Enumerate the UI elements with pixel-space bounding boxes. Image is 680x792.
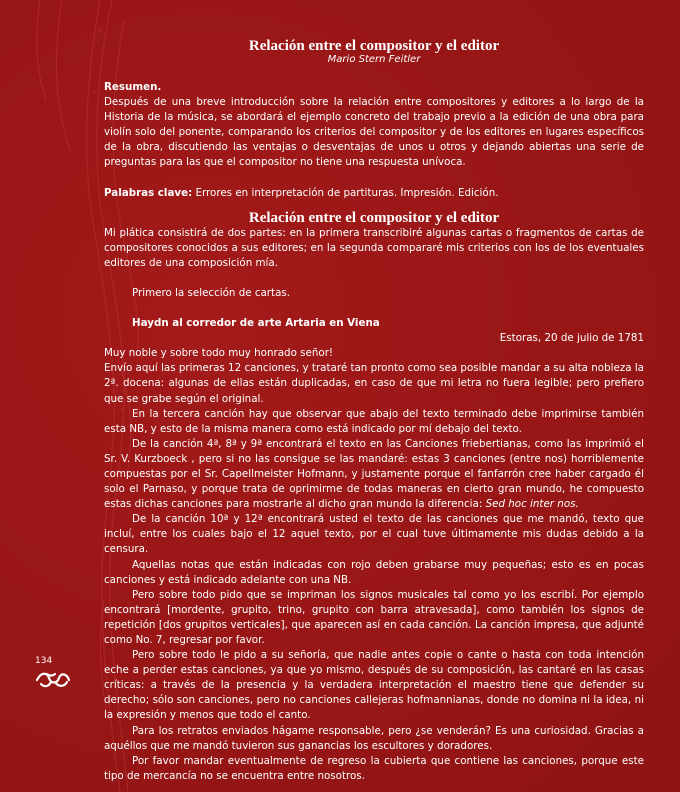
letter-paragraph: Envío aquí las primeras 12 canciones, y trataré tan pronto como sea posible mandar a su alta nobleza la 2ª. docena: algunas de ellas están duplicadas, en caso de que mi letra no fuera legible; pero prefiero que se grabe según el original. xyxy=(104,362,644,405)
article xyxy=(104,38,644,784)
author-name: Mario Stern Feitler xyxy=(327,54,421,65)
page-title: Relación entre el compositor y el editor xyxy=(248,38,500,54)
letter-paragraph xyxy=(104,437,644,512)
abstract-label: Resumen. xyxy=(104,81,162,93)
letter-paragraph-text: De la canción 4ª, 8ª y 9ª encontrará el texto en las Canciones friebertianas, como las imprimió el Sr. V. Kurzboeck , pero si no las consigue se las mandaré: estas 3 canciones (entre nos) horriblemente compuestas por el Sr. Capellmeister Hofmann, y justamente porque el fanfarrón cree haber cargado él solo el Parnaso, y porque trata de oprimirme de todas maneras en cierto gran mundo, he compuesto estas dichas canciones para mostrarle al dicho gran mundo la diferencia: xyxy=(104,437,644,511)
letter-paragraph: Por favor mandar eventualmente de regreso la cubierta que contiene las canciones, porque este tipo de mercancía no se encuentra entre nosotros. xyxy=(104,754,644,782)
page-number: 134 xyxy=(35,656,53,666)
letter-paragraph: En la tercera canción hay que observar que abajo del texto terminado debe imprimirse también esta NB, y esto de la misma manera como está indicado por mí debajo del texto. xyxy=(104,407,644,435)
letter-paragraph: Para los retratos enviados hágame responsable, pero ¿se venderán? Es una curiosidad. Gracias a aquéllos que me mandó tuvieron sus ganancias los escultores y doradores. xyxy=(104,724,644,752)
keywords-label: Palabras clave: xyxy=(104,186,193,199)
selection-line: Primero la selección de cartas. xyxy=(132,286,291,299)
ornament-icon xyxy=(35,670,71,690)
section-title: Relación entre el compositor y el editor xyxy=(248,209,500,226)
keywords-text: Errores en interpretación de partituras. Impresión. Edición. xyxy=(192,186,499,199)
intro-paragraph: Mi plática consistirá de dos partes: en la primera transcribiré algunas cartas o fragmentos de cartas de compositores conocidos a sus editores; en la segunda compararé mis criterios con los de los eventuales editores de una composición mía. xyxy=(104,226,644,269)
letter-paragraph: Pero sobre todo pido que se impriman los signos musicales tal como yo los escribí. Por ejemplo encontrará [mordente, grupito, trino, grupito con barra atravesada], como también los signos de repetición [dos grupitos verticales], que aparecen así en cada canción. La canción impresa, que adjunté como No. 7, regresar por favor. xyxy=(104,588,644,646)
letter-paragraph: Pero sobre todo le pido a su señoría, que nadie antes copie o cante o hasta con toda intención eche a perder estas canciones, ya que yo mismo, después de su composición, las cantaré en las casas críticas: a través de la presencia y la verdadera interpretación el maestro tiene que defender su derecho; sólo son canciones, pero no canciones callejeras hofmannianas, donde no domina ni la idea, ni la expresión y menos que todo el canto. xyxy=(104,649,644,722)
letter-paragraph: De la canción 10ª y 12ª encontrará usted el texto de las canciones que me mandó, texto que incluí, entre los cuales bajo el 12 aquel texto, por el cual tuve últimamente mis dudas debido a la censura. xyxy=(104,513,644,556)
letter-heading: Haydn al corredor de arte Artaria en Viena xyxy=(132,317,380,330)
latin-phrase: Sed hoc inter nos. xyxy=(485,498,579,511)
letter-paragraph: Aquellas notas que están indicadas con rojo deben grabarse muy pequeñas; esto es en pocas canciones y está indicado adelante con una NB. xyxy=(104,558,644,586)
letter-dateline: Estoras, 20 de julio de 1781 xyxy=(499,332,644,345)
abstract-text: Después de una breve introducción sobre la relación entre compositores y editores a lo largo de la Historia de la música, se abordará el ejemplo concreto del trabajo previo a la edición de una obra para violín solo del ponente, comparando los criterios del compositor y de los editores en lugares específicos de la obra, discutiendo las ventajas o desventajas de unos u otros y dejando abiertas una serie de preguntas para las que el compositor no tiene una respuesta unívoca. xyxy=(104,96,644,169)
letter-salutation: Muy noble y sobre todo muy honrado señor! xyxy=(104,347,334,360)
keywords xyxy=(104,186,644,201)
